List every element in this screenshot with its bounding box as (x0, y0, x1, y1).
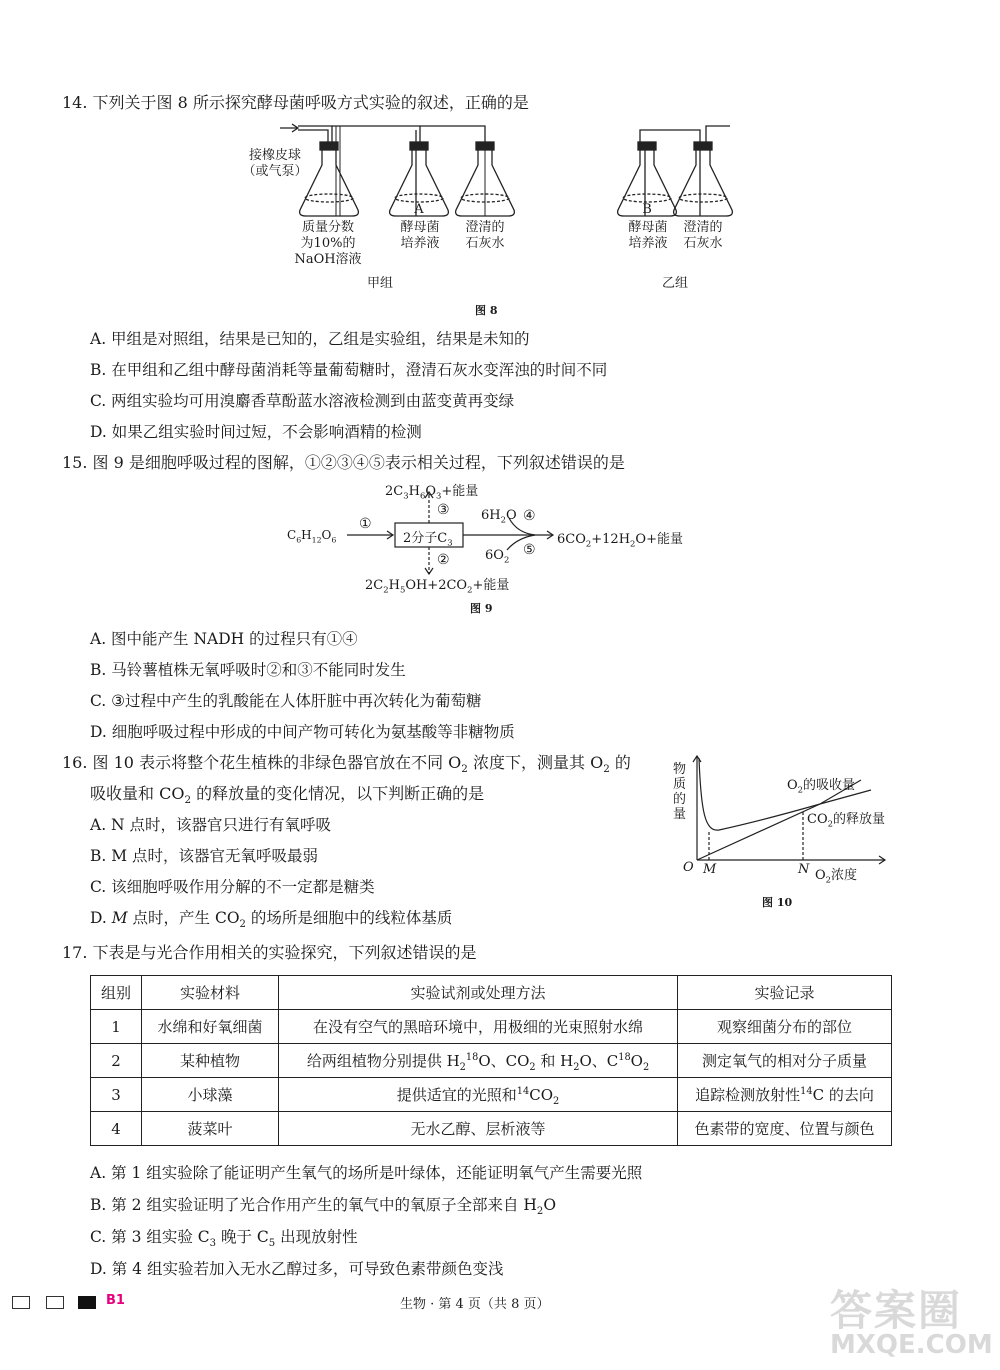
watermark-url: MXQE.COM (830, 1330, 993, 1360)
flask-limewater-1-line2: 石灰水 (465, 236, 505, 251)
flask-b-label (618, 220, 678, 252)
table-cell: 色素带的宽度、位置与颜色 (678, 1112, 892, 1146)
footer-box-empty-2 (46, 1296, 64, 1309)
flask-naoh-line1: 质量分数 (301, 220, 354, 235)
q17-option-b: B. 第 2 组实验证明了光合作用产生的氧气中的氧原子全部来自 $H_2O$ (90, 1196, 557, 1218)
table-cell: 1 (91, 1010, 142, 1044)
q17-stem: 17. 下表是与光合作用相关的实验探究，下列叙述错误的是 (62, 943, 477, 962)
q16-stem-line1: 16. 图 10 表示将整个花生植株的非绿色器官放在不同 $O_2$ 浓度下，测量其 $O_2$ 的 (62, 753, 631, 776)
q14-option-c: C. 两组实验均可用溴麝香草酚蓝水溶液检测到由蓝变黄再变绿 (90, 392, 515, 410)
flask-a-letter: A (414, 202, 424, 217)
table-cell: 2 (91, 1044, 142, 1078)
flask-limewater-2-label (673, 220, 733, 252)
table-row (91, 1078, 892, 1112)
q17-option-a: A. 第 1 组实验除了能证明产生氧气的场所是叶绿体，还能证明氧气产生需要光照 (90, 1164, 643, 1182)
table-header: 实验记录 (678, 976, 892, 1010)
footer-page: 生物 · 第 4 页（共 8 页） (400, 1297, 550, 1312)
table-cell: 4 (91, 1112, 142, 1146)
ethanol-label: $2C_2H_5OH+2CO_2+$能量 (365, 578, 510, 595)
flask-limewater-1-label (455, 220, 515, 252)
pump-label-line2: （或气泵） (242, 164, 308, 179)
figure-9 (285, 478, 685, 596)
flask-b-line1: 酵母菌 (628, 220, 668, 235)
c3-box-label: 2分子$C_3$ (403, 531, 453, 548)
x-axis-label: $O_2$浓度 (815, 868, 858, 885)
m-tick-label: M (703, 862, 717, 877)
q17-option-c: C. 第 3 组实验 $C_3$ 晚于 $C_5$ 出现放射性 (90, 1228, 358, 1250)
flask-naoh-label (288, 220, 368, 268)
footer-box-empty-1 (12, 1296, 30, 1309)
table-cell: 给两组植物分别提供 $H_2^{18}O$、$CO_2$ 和 $H_2O$、$C^{18}O_2$ (279, 1044, 678, 1078)
table-cell: 无水乙醇、层析液等 (279, 1112, 678, 1146)
step1-label: ① (359, 516, 372, 532)
step2-label: ② (437, 552, 450, 568)
table-row (91, 1112, 892, 1146)
aerobic-product-label: $6CO_2+12H_2O+$能量 (557, 532, 683, 549)
q14-stem: 14. 下列关于图 8 所示探究酵母菌呼吸方式实验的叙述，正确的是 (62, 93, 529, 112)
flask-b-line2: 培养液 (628, 236, 668, 251)
watermark-logo: 答案圈 (830, 1286, 963, 1335)
q14-option-d: D. 如果乙组实验时间过短，不会影响酒精的检测 (90, 423, 422, 441)
q16-option-d: D. M 点时，产生 $CO_2$ 的场所是细胞中的线粒体基质 (90, 909, 453, 931)
q14-option-b: B. 在甲组和乙组中酵母菌消耗等量葡萄糖时，澄清石灰水变浑浊的时间不同 (90, 361, 608, 379)
table-cell: 测定氧气的相对分子质量 (678, 1044, 892, 1078)
step3-label: ③ (437, 502, 450, 518)
table-cell: 追踪检测放射性$^{14}$C 的去向 (678, 1078, 892, 1112)
q16-option-c: C. 该细胞呼吸作用分解的不一定都是糖类 (90, 878, 375, 896)
flask-naoh-line2: 为10%的 (300, 236, 356, 251)
pump-label-line1: 接橡皮球 (248, 148, 301, 163)
water-in-label: $6H_2O$ (481, 508, 517, 525)
pump-label (240, 148, 310, 180)
flask-b-letter: B (642, 202, 652, 217)
figure-10-caption: 图 10 (762, 896, 793, 909)
q15-option-c: C. ③过程中产生的乳酸能在人体肝脏中再次转化为葡萄糖 (90, 692, 482, 710)
group-2-label: 乙组 (661, 276, 688, 291)
q17-option-d: D. 第 4 组实验若加入无水乙醇过多，可导致色素带颜色变浅 (90, 1260, 504, 1278)
glucose-label: $C_6H_{12}O_6$ (287, 528, 337, 545)
table-header: 组别 (91, 976, 142, 1010)
q16-option-b: B. M 点时，该器官无氧呼吸最弱 (90, 847, 319, 865)
step5-label: ⑤ (523, 542, 536, 558)
group-1-label: 甲组 (366, 276, 393, 291)
figure-9-caption: 图 9 (470, 602, 493, 615)
origin-label: O (683, 860, 694, 875)
table-cell: 某种植物 (142, 1044, 279, 1078)
flask-limewater-2-line2: 石灰水 (683, 236, 723, 251)
table-cell: 观察细菌分布的部位 (678, 1010, 892, 1044)
q15-option-d: D. 细胞呼吸过程中形成的中间产物可转化为氨基酸等非糖物质 (90, 723, 515, 741)
lactic-acid-label: $2C_3H_6O_3+$能量 (385, 484, 479, 501)
table-row (91, 1044, 892, 1078)
table-cell: 小球藻 (142, 1078, 279, 1112)
experiment-table (90, 975, 892, 1146)
oxygen-in-label: $6O_2$ (485, 548, 510, 565)
table-cell: 提供适宜的光照和$^{14}CO_2$ (279, 1078, 678, 1112)
table-header-row (91, 976, 892, 1010)
q16-stem-line2: 吸收量和 $CO_2$ 的释放量的变化情况，以下判断正确的是 (90, 784, 485, 807)
table-header: 实验材料 (142, 976, 279, 1010)
y-axis-label: 物质的量 (673, 762, 687, 822)
q15-stem: 15. 图 9 是细胞呼吸过程的图解，①②③④⑤表示相关过程，下列叙述错误的是 (62, 453, 625, 472)
footer-box-filled (78, 1296, 96, 1309)
n-tick-label: N (798, 862, 810, 877)
q15-option-b: B. 马铃薯植株无氧呼吸时②和③不能同时发生 (90, 661, 406, 679)
flask-a-label (390, 220, 450, 252)
table-cell: 在没有空气的黑暗环境中，用极细的光束照射水绵 (279, 1010, 678, 1044)
table-cell: 水绵和好氧细菌 (142, 1010, 279, 1044)
q16-option-a: A. N 点时，该器官只进行有氧呼吸 (90, 816, 332, 834)
flask-limewater-1-line1: 澄清的 (465, 220, 505, 235)
flask-a-line2: 培养液 (400, 236, 440, 251)
figure-8-caption: 图 8 (475, 304, 498, 317)
table-row (91, 1010, 892, 1044)
q14-option-a: A. 甲组是对照组，结果是已知的，乙组是实验组，结果是未知的 (90, 330, 530, 348)
table-header: 实验试剂或处理方法 (279, 976, 678, 1010)
step4-label: ④ (523, 508, 536, 524)
footer-code: B1 (106, 1293, 125, 1308)
flask-limewater-2 (674, 142, 733, 216)
figure-10 (675, 752, 900, 892)
q15-option-a: A. 图中能产生 NADH 的过程只有①④ (90, 630, 358, 648)
table-cell: 菠菜叶 (142, 1112, 279, 1146)
figure-8 (240, 120, 740, 300)
flask-limewater-2-line1: 澄清的 (683, 220, 723, 235)
flask-a-line1: 酵母菌 (400, 220, 440, 235)
table-cell: 3 (91, 1078, 142, 1112)
co2-release-label: $CO_2$的释放量 (807, 812, 885, 829)
o2-absorption-label: $O_2$的吸收量 (787, 778, 856, 795)
flask-naoh-line3: NaOH溶液 (294, 252, 362, 267)
